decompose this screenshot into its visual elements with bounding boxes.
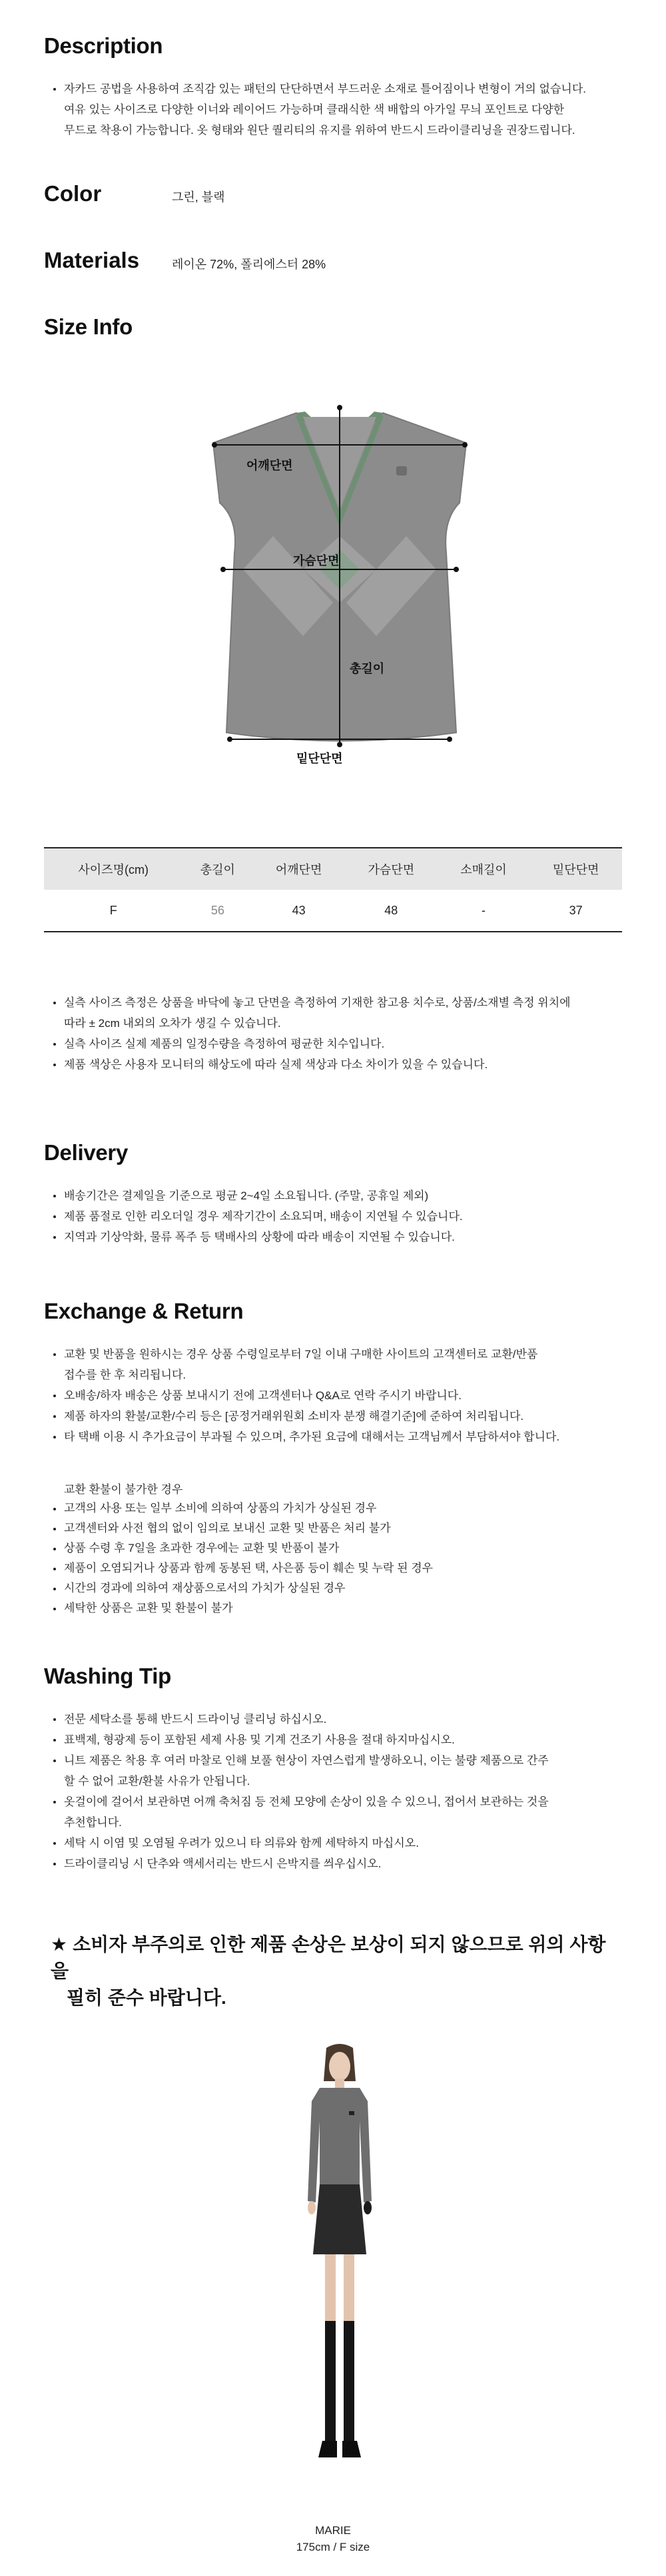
washing-item: 세탁 시 이염 및 오염될 우려가 있으니 타 의류와 함께 세탁하지 마십시오. (53, 1833, 626, 1853)
exchange-list (53, 1344, 626, 1447)
table-cell: 37 (529, 890, 622, 932)
size-table-header: 소매길이 (438, 848, 530, 890)
exchange-unavailable-list (53, 1498, 626, 1618)
size-note-item: 실측 사이즈 측정은 상품을 바닥에 놓고 단면을 측정하여 기재한 참고용 치수로, 상품/소재별 측정 위치에 (53, 992, 626, 1013)
delivery-item: 제품 품절로 인한 리오더일 경우 제작기간이 소요되며, 배송이 지연될 수 있습니다. (53, 1206, 626, 1227)
size-note-item: 실측 사이즈 실제 제품의 일정수량을 측정하여 평균한 치수입니다. (53, 1034, 626, 1054)
size-diagram (180, 393, 500, 779)
exchange-item: 타 택배 이용 시 추가요금이 부과될 수 있으며, 추가된 요금에 대해서는 고객님께서 부담하셔야 합니다. (53, 1427, 626, 1447)
washing-list (53, 1709, 626, 1874)
washing-item: 추천합니다. (64, 1816, 122, 1829)
delivery-list (53, 1185, 626, 1247)
exchange-item: 교환 및 반품을 원하시는 경우 상품 수령일로부터 7일 이내 구매한 사이트의 고객센터로 교환/반품 (53, 1344, 626, 1365)
warning-line-2: 필히 준수 바랍니다. (67, 1987, 226, 2008)
description-title: Description (44, 33, 163, 58)
vest-illustration (180, 393, 500, 779)
table-cell: 48 (345, 890, 438, 932)
exchange-unavailable-item: 고객센터와 사전 협의 없이 임의로 보내신 교환 및 반품은 처리 불가 (53, 1518, 626, 1538)
washing-item: 할 수 없어 교환/환불 사유가 안됩니다. (64, 1775, 250, 1787)
size-notes-list (53, 992, 626, 1075)
size-table-header: 가슴단면 (345, 848, 438, 890)
exchange-unavailable-title: 교환 환불이 불가한 경우 (64, 1483, 183, 1496)
color-value: 그린, 블랙 (172, 190, 225, 204)
exchange-unavailable-item: 제품이 오염되거나 상품과 함께 동봉된 택, 사은품 등이 훼손 및 누락 된 경우 (53, 1558, 626, 1578)
description-item: 자카드 공법을 사용하여 조직감 있는 패턴의 단단하면서 부드러운 소재로 틀어짐이나 변형이 거의 없습니다. (53, 79, 626, 99)
exchange-title: Exchange & Return (44, 1299, 244, 1323)
description-item: 무드로 착용이 가능합니다. 옷 형태와 원단 퀄리티의 유지를 위하여 반드시 드라이클리닝을 권장드립니다. (64, 124, 575, 137)
color-label: Color (44, 181, 102, 206)
warning-line-1: 소비자 부주의로 인한 제품 손상은 보상이 되지 않으므로 위의 사항을 (51, 1934, 606, 1981)
model-info: 175cm / F size (296, 2541, 370, 2553)
size-table-header: 밑단단면 (529, 848, 622, 890)
washing-item: 표백제, 형광제 등이 포함된 세제 사용 및 기계 건조기 사용을 절대 하지마십시오. (53, 1730, 626, 1750)
size-table-header: 어깨단면 (252, 848, 345, 890)
model-name: MARIE (315, 2524, 351, 2537)
washing-item: 드라이클리닝 시 단추와 액세서리는 반드시 은박지를 씌우십시오. (53, 1853, 626, 1874)
star-icon: ★ (51, 1934, 68, 1955)
exchange-item: 오배송/하자 배송은 상품 보내시기 전에 고객센터나 Q&A로 연락 주시기 바랍니다. (53, 1385, 626, 1406)
materials-value: 레이온 72%, 폴리에스터 28% (172, 258, 326, 271)
washing-item: 니트 제품은 착용 후 여러 마찰로 인해 보풀 현상이 자연스럽게 발생하오니, 이는 불량 제품으로 간주 (53, 1750, 626, 1771)
model-photo (293, 2041, 386, 2507)
chest-label: 가슴단면 (293, 554, 340, 567)
size-info-title: Size Info (44, 314, 133, 339)
description-list (53, 79, 626, 141)
exchange-item: 접수를 한 후 처리됩니다. (64, 1369, 186, 1381)
delivery-item: 지역과 기상악화, 물류 폭주 등 택배사의 상황에 따라 배송이 지연될 수 있습니다. (53, 1227, 626, 1247)
delivery-title: Delivery (44, 1140, 129, 1165)
care-warning (51, 1931, 623, 2011)
delivery-item: 배송기간은 결제일을 기준으로 평균 2~4일 소요됩니다. (주말, 공휴일 제외) (53, 1185, 626, 1206)
table-cell: 43 (252, 890, 345, 932)
description-item: 여유 있는 사이즈로 다양한 이너와 레이어드 가능하며 클래식한 색 배합의 아가일 무늬 포인트로 다양한 (64, 103, 565, 116)
exchange-unavailable-item: 상품 수령 후 7일을 초과한 경우에는 교환 및 반품이 불가 (53, 1538, 626, 1558)
exchange-item: 제품 하자의 환불/교환/수리 등은 [공정거래위원회 소비자 분쟁 해결기준]에 준하여 처리됩니다. (53, 1406, 626, 1427)
exchange-unavailable-item: 시간의 경과에 의하여 재상품으로서의 가치가 상실된 경우 (53, 1578, 626, 1598)
size-table-header: 사이즈명(cm) (44, 848, 182, 890)
table-cell: 56 (182, 890, 252, 932)
hem-label: 밑단단면 (296, 752, 343, 765)
size-note-item: 제품 색상은 사용자 모니터의 해상도에 따라 실제 색상과 다소 차이가 있을 수 있습니다. (53, 1054, 626, 1075)
exchange-unavailable-item: 세탁한 상품은 교환 및 환불이 불가 (53, 1598, 626, 1618)
table-cell: - (438, 890, 530, 932)
washing-item: 옷걸이에 걸어서 보관하면 어깨 축처짐 등 전체 모양에 손상이 있을 수 있으니, 접어서 보관하는 것을 (53, 1791, 626, 1812)
washing-item: 전문 세탁소를 통해 반드시 드라이닝 클리닝 하십시오. (53, 1709, 626, 1730)
size-table (44, 847, 622, 932)
washing-title: Washing Tip (44, 1664, 172, 1688)
size-table-header: 총길이 (182, 848, 252, 890)
shoulder-label: 어깨단면 (246, 459, 293, 472)
materials-label: Materials (44, 248, 140, 272)
model-figure (293, 2041, 386, 2507)
length-label: 총길이 (350, 662, 385, 675)
exchange-unavailable-item: 고객의 사용 또는 일부 소비에 의하여 상품의 가치가 상실된 경우 (53, 1498, 626, 1518)
size-note-item: 따라 ± 2cm 내외의 오차가 생길 수 있습니다. (64, 1017, 281, 1030)
table-row (44, 890, 622, 932)
table-cell: F (44, 890, 182, 932)
size-table-header-row (44, 848, 622, 890)
